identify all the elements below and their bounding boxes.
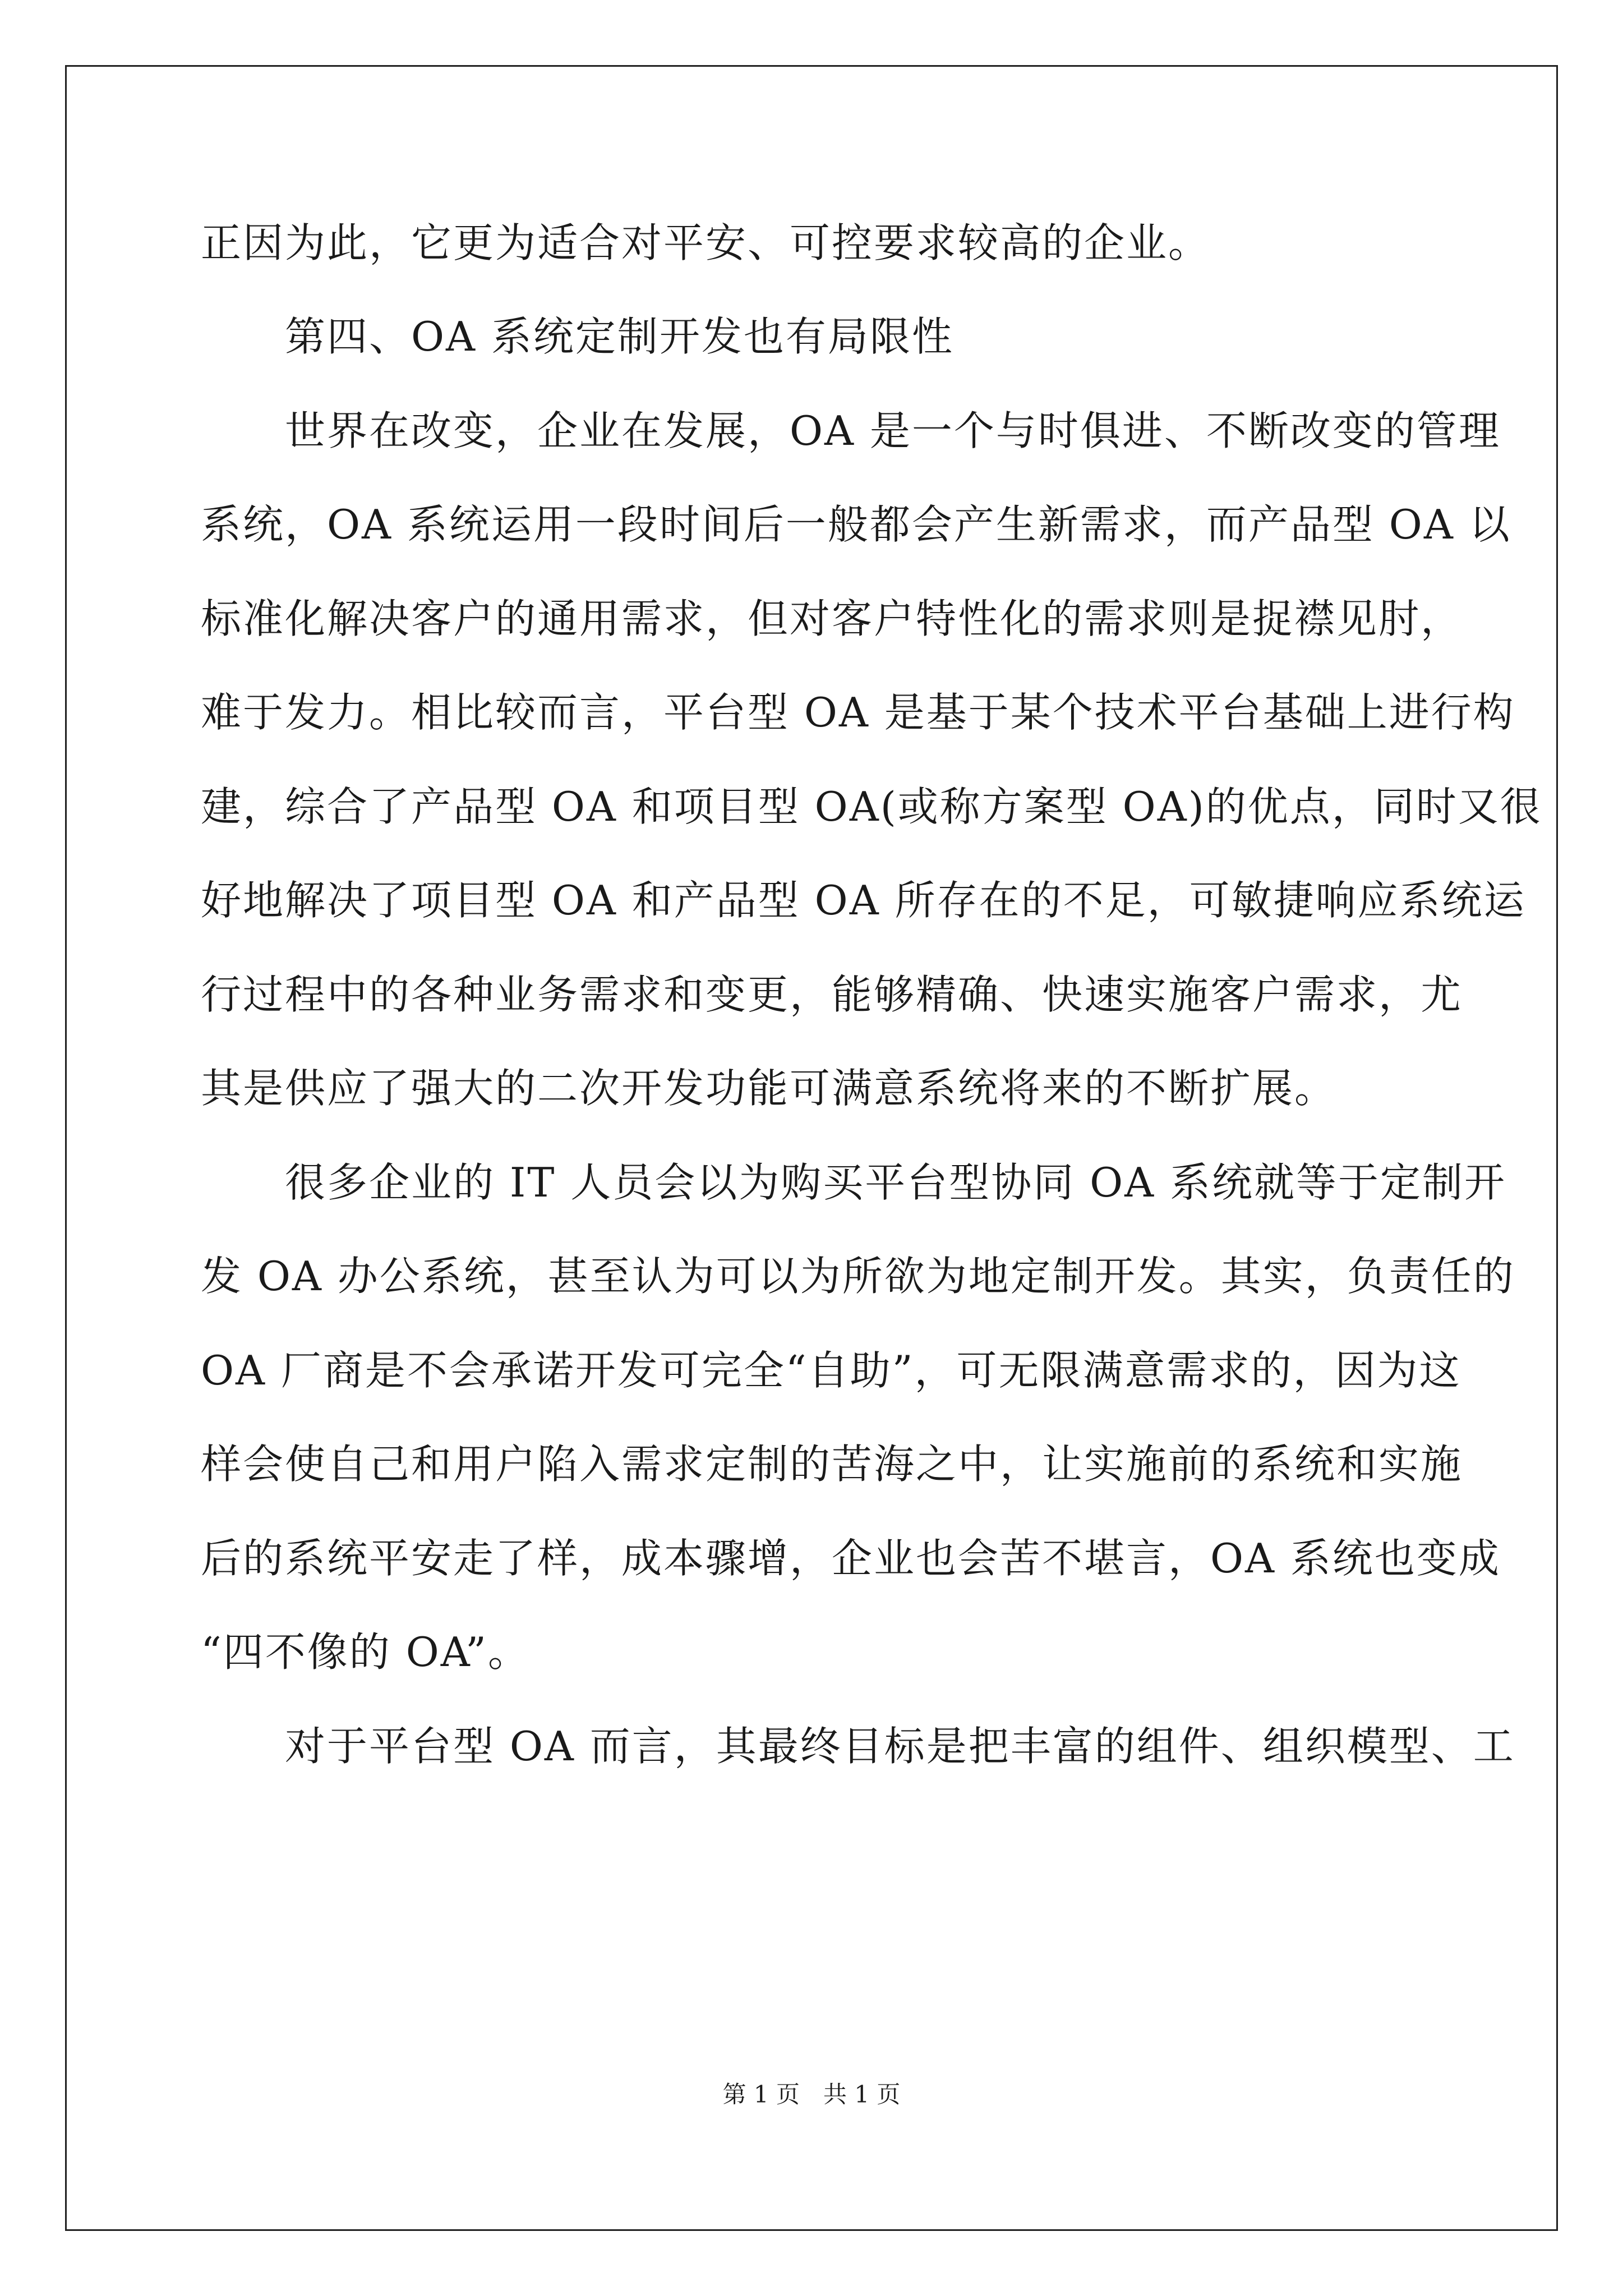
- text-line: 正因为此，它更为适合对平安、可控要求较高的企业。: [201, 219, 1211, 266]
- text-line: “四不像的 OA”。: [201, 1628, 530, 1676]
- page-border: [65, 65, 1558, 2231]
- text-line: 标准化解决客户的通用需求，但对客户特性化的需求则是捉襟见肘，: [201, 595, 1463, 642]
- text-line: 后的系统平安走了样，成本骤增，企业也会苦不堪言，OA 系统也变成: [201, 1535, 1501, 1582]
- page-number-footer: 第 1 页 共 1 页: [722, 2081, 901, 2108]
- text-line: 好地解决了项目型 OA 和产品型 OA 所存在的不足，可敏捷响应系统运: [201, 877, 1526, 924]
- text-line: 系统，OA 系统运用一段时间后一般都会产生新需求，而产品型 OA 以: [201, 501, 1511, 548]
- text-line: 发 OA 办公系统，甚至认为可以为所欲为地定制开发。其实，负责任的: [201, 1253, 1515, 1300]
- text-line: 其是供应了强大的二次开发功能可满意系统将来的不断扩展。: [201, 1065, 1337, 1112]
- text-line: 样会使自己和用户陷入需求定制的苦海之中，让实施前的系统和实施: [201, 1441, 1463, 1488]
- text-line: 对于平台型 OA 而言，其最终目标是把丰富的组件、组织模型、工: [201, 1723, 1515, 1770]
- text-line: 很多企业的 IT 人员会以为购买平台型协同 OA 系统就等于定制开: [201, 1159, 1507, 1206]
- text-line: 难于发力。相比较而言，平台型 OA 是基于某个技术平台基础上进行构: [201, 689, 1515, 736]
- text-line: OA 厂商是不会承诺开发可完全“自助”，可无限满意需求的，因为这: [201, 1347, 1461, 1394]
- section-heading: 第四、OA 系统定制开发也有局限性: [201, 313, 954, 360]
- text-line: 世界在改变，企业在发展，OA 是一个与时俱进、不断改变的管理: [201, 407, 1501, 454]
- text-line: 行过程中的各种业务需求和变更，能够精确、快速实施客户需求，尤: [201, 971, 1463, 1018]
- text-line: 建，综合了产品型 OA 和项目型 OA(或称方案型 OA)的优点，同时又很: [201, 783, 1542, 830]
